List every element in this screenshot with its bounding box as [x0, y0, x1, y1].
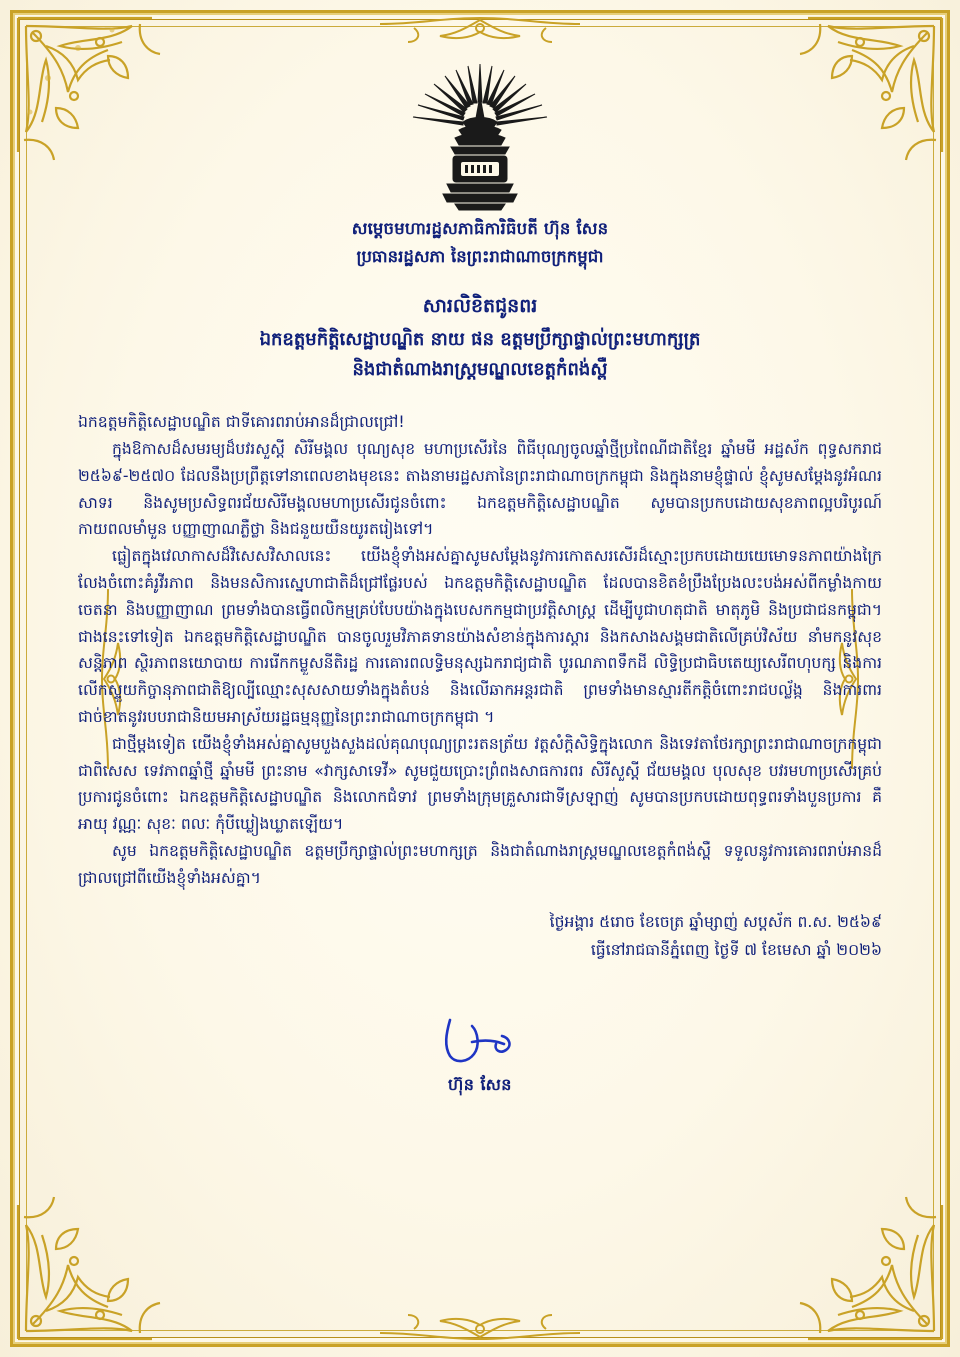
- title-subtitle-2: និងជាតំណាងរាស្ត្រមណ្ឌលខេត្តកំពង់ស្ពឺ: [352, 359, 608, 381]
- signature-block: [78, 1012, 882, 1098]
- body-paragraph-2: ក្នុងឱកាសដ៏សមរម្យដ៏បវរសួស្តី សិរីមង្គល បុណ្យសុខ មហាប្រសើរនៃ ពិធីបុណ្យចូលឆ្នាំថ្មីប្រពៃណីជាតិខ្មែរ ឆ្នាំមមី អដ្ឋស័ក ពុទ្ធសករាជ ២៥៦៩-២៥៧០ ដែលនឹងប្រព្រឹត្តទៅនាពេលខាងមុខនេះ តាងនាមរដ្ឋសភានៃព្រះរាជាណាចក្រកម្ពុជា និងក្នុងនាមខ្ញុំផ្ទាល់ ខ្ញុំសូមសម្តែងនូវអំណរសាទរ និងសូមប្រសិទ្ធពរជ័យសិរីមង្គលមហាប្រសើរជូនចំពោះ ឯកឧត្តមកិត្តិសេដ្ឋាបណ្ឌិត សូមបានប្រកបដោយសុខភាពល្អបរិបូរណ៍ កាយពលមាំមួន បញ្ញាញាណភ្លឺថ្លា និងជនួយយឺនយូរតរៀងទៅ។: [78, 439, 882, 539]
- header-line-1: សម្តេចមហារដ្ឋសភាធិការិធិបតី ហ៊ុន សែន: [351, 219, 609, 238]
- title-subtitle-1: ឯកឧត្តមកិត្តិសេដ្ឋាបណ្ឌិត នាយ ផន ឧត្តមប្រឹក្សាផ្ទាល់ព្រះមហាក្សត្រ: [259, 328, 701, 350]
- place-line: ធ្វើនៅរាជធានីភ្នំពេញ ថ្ងៃទី ៧ ខែមេសា ឆ្នាំ ២០២៦: [590, 940, 882, 959]
- date-place-block: [78, 908, 882, 964]
- signer-name: ហ៊ុន សែន: [448, 1074, 512, 1094]
- date-line: ថ្ងៃអង្គារ ៥រោច ខែចេត្រ ឆ្នាំម្សាញ់ សប្តស័ក ព.ស. ២៥៦៩: [549, 912, 882, 931]
- royal-emblem-icon: [78, 56, 882, 216]
- body-text: [78, 409, 882, 892]
- title-block: [78, 291, 882, 385]
- page-title: សារលិខិតជូនពរ: [422, 295, 538, 318]
- document-content: [78, 40, 882, 1317]
- body-paragraph-1: ឯកឧត្តមកិត្តិសេដ្ឋាបណ្ឌិត ជាទីគោរពរាប់អានដ៏ជ្រាលជ្រៅ!: [78, 413, 405, 432]
- body-paragraph-4: ជាថ្មីម្តងទៀត យើងខ្ញុំទាំងអស់គ្នាសូមបួងសួងដល់គុណបុណ្យព្រះរតនត្រ័យ វត្តសំក្តិសិទ្ធិក្នុងលោក និងទេវតាថែរក្សាព្រះរាជាណាចក្រកម្ពុជា ជាពិសេស ទេវភាពឆ្នាំថ្មី ឆ្នាំមមី ព្រះនាម «វាក្សសាទេវី» សូមជួយប្រោះព្រំពងសាធការពរ សិរីសួស្តី ជ័យមង្គល បុលសុខ បវរមហាប្រសើរគ្រប់ប្រការជូនចំពោះ ឯកឧត្តមកិត្តិសេដ្ឋាបណ្ឌិត និងលោកជំទាវ ព្រមទាំងក្រុមគ្រួសារជាទីស្រឡាញ់ សូមបានប្រកបដោយពុទ្ធពរទាំងបួនប្រការ គឺ អាយុ វណ្ណៈ សុខៈ ពលៈ កុំបីឃ្លៀងឃ្លាតឡើយ។: [78, 734, 882, 834]
- header-block: [78, 216, 882, 269]
- handwritten-signature-icon: [78, 1012, 882, 1072]
- body-paragraph-3: ធ្លៀតក្នុងវេលាកាសដ៏វិសេសវិសាលនេះ យើងខ្ញុំទាំងអស់គ្នាសូមសម្តែងនូវការកោតសរសើរដ៏ស្មោះប្រកបដោយយេមោទនភាពយ៉ាងក្រៃលែងចំពោះគំរូវីរភាព និងមនសិការស្នេហាជាតិដ៏ជ្រៅផ្លែរបស់ ឯកឧត្តមកិត្តិសេដ្ឋាបណ្ឌិត ដែលបានខិតខំប្រឹងប្រែងលះបង់អស់ពីកម្លាំងកាយចេតនា និងបញ្ញាញាណ ព្រមទាំងបានធ្វើពលិកម្មគ្រប់បែបយ៉ាងក្នុងបេសកកម្មជាប្រវត្តិសាស្ត្រ ដើម្បីបូជាហតុជាតិ មាតុភូមិ និងប្រជាជនកម្ពុជា។ ជាងនេះទៅទៀត ឯកឧត្តមកិត្តិសេដ្ឋាបណ្ឌិត បានចូលរួមវិភាគទានយ៉ាងសំខាន់ក្នុងការស្តារ និងកសាងសង្គមជាតិលើគ្រប់វិស័យ នាំមកនូវសុខសន្តិភាព ស្ថិរភាពនយោបាយ ការរើកកម្លួសនីតិរដ្ឋ ការគោរពលទ្ធិមនុស្សឯករាជ្យជាតិ បូរណភាពទឹកដី លិទ្ធិប្រជាធិបតេយ្យសេរីពហុបក្ស និងការលើកស្ទួយកិច្ចានុភាពជាតិឱ្យល្បីឈ្មោះសុសសាយទាំងក្នុងតំបន់ និងលើឆាកអន្តរជាតិ ព្រមទាំងមានស្មារតីកត្តិចំពោះរាជបល្ល័ង្ក និងការពារជាច់ខាតនូវរបបរាជានិយមអាស្រ័យរដ្ឋធម្មនុញ្ញនៃព្រះរាជាណាចក្រកម្ពុជា ។: [78, 547, 882, 727]
- header-line-2: ប្រធានរដ្ឋសភា នៃព្រះរាជាណាចក្រកម្ពុជា: [356, 246, 604, 266]
- body-paragraph-5: សូម ឯកឧត្តមកិត្តិសេដ្ឋាបណ្ឌិត ឧត្តមប្រឹក្សាផ្ទាល់ព្រះមហាក្សត្រ និងជាតំណាងរាស្ត្រមណ្ឌលខេត្តកំពង់ស្ពឺ ទទួលនូវការគោរពរាប់អានដ៏ជ្រាលជ្រៅពីយើងខ្ញុំទាំងអស់គ្នា។: [78, 842, 882, 887]
